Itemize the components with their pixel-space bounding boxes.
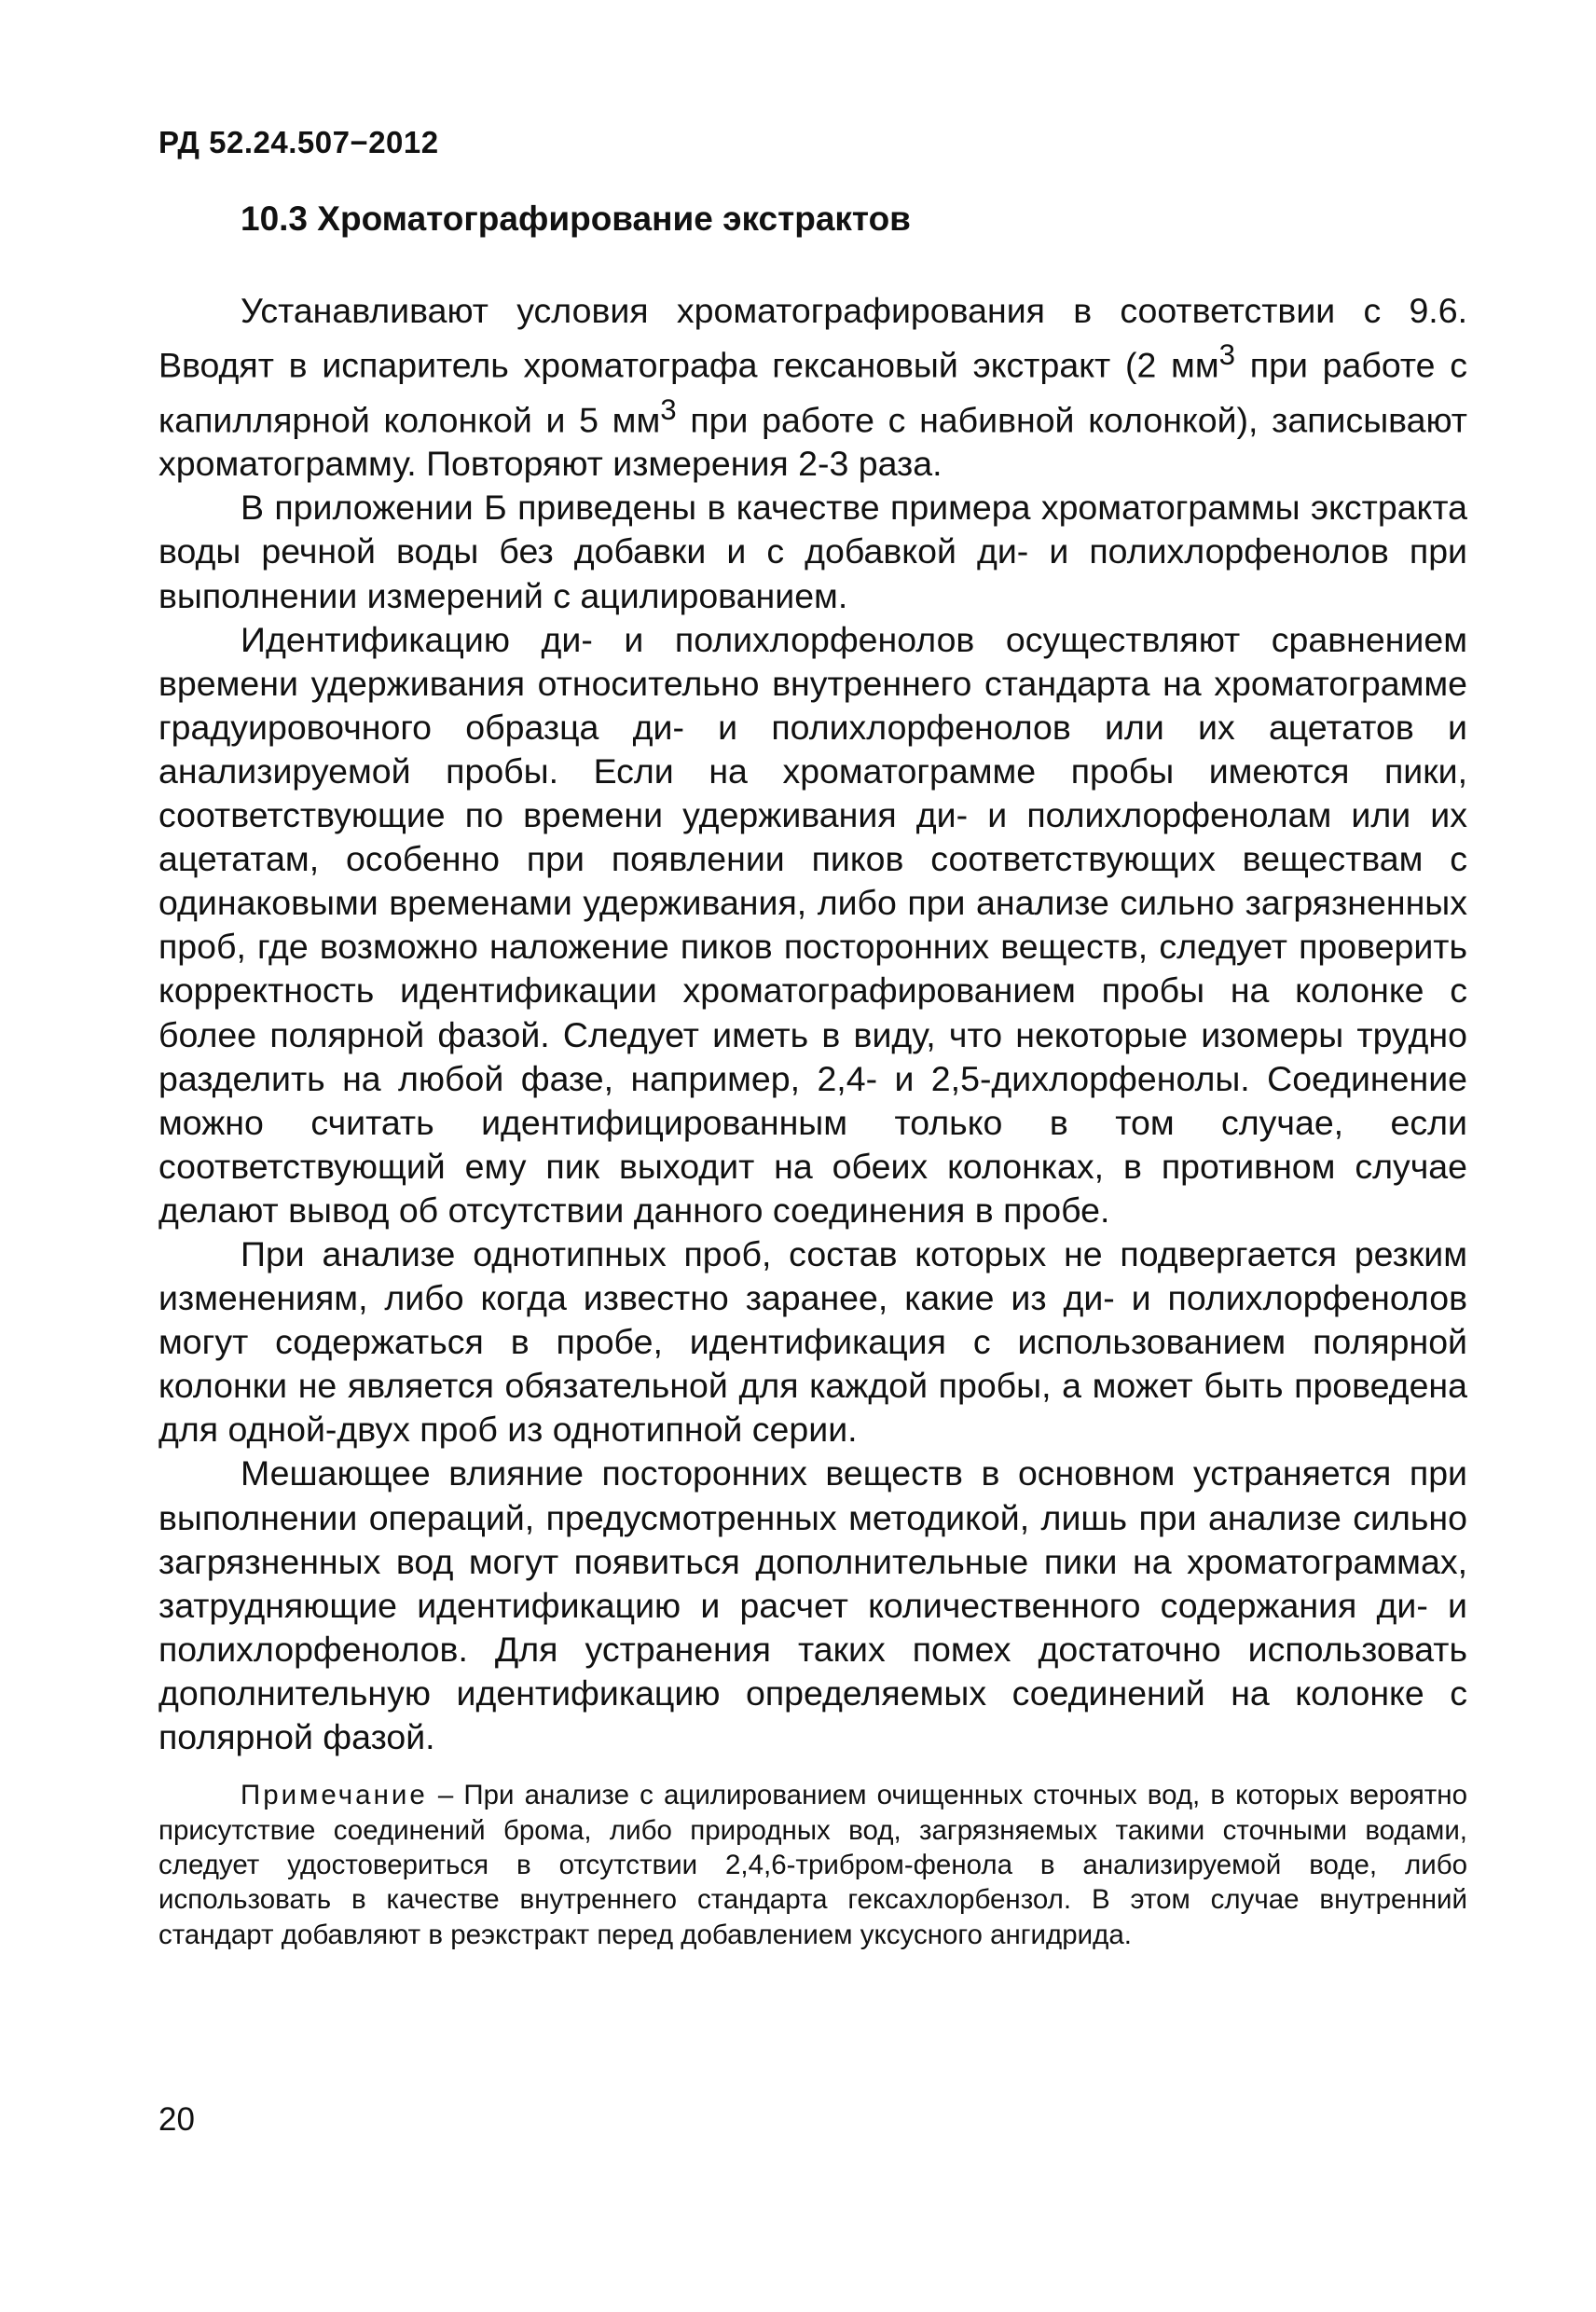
note-label: Примечание — [241, 1780, 428, 1811]
paragraph-conditions-text-a: Устанавливают условия хроматографирования в соответствии с 9.6. Вводят в испаритель хроматографа гексановый экстракт (2 мм — [158, 291, 1467, 385]
page-number: 20 — [158, 2101, 195, 2138]
section-title: 10.3 Хроматографирование экстрактов — [241, 200, 911, 238]
superscript-cubic-2: 3 — [660, 392, 677, 426]
note-text: – При анализе с ацилированием очищенных сточных вод, в которых вероятно присутствие соединений брома, либо природных вод, загрязняемых такими сточными водами, следует удостовериться в отсутствии 2,4,6-трибром-фенола в анализируемой воде, либо использовать в качестве внутреннего стандарта гексахлорбензол. В этом случае внутренний стандарт добавляют в реэкстракт перед добавлением уксусного ангидрида. — [158, 1780, 1467, 1950]
paragraph-interference: Мешающее влияние посторонних веществ в основном устраняется при выполнении операций, предусмотренных методикой, лишь при анализе сильно загрязненных вод могут появиться дополнительные пики на хроматограммах, затрудняющие идентификацию и расчет количественного содержания ди- и полихлорфенолов. Для устранения таких помех достаточно использовать дополнительную идентификацию определяемых соединений на колонке с полярной фазой. — [158, 1453, 1467, 1756]
paragraph-conditions-text-c: при работе с набивной колонкой), записывают хроматограмму. Повторяют измерения 2-3 раза. — [158, 400, 1467, 484]
body-text — [158, 289, 1467, 1952]
superscript-cubic-1: 3 — [1218, 338, 1236, 372]
note — [158, 1778, 1467, 1952]
paragraph-identification: Идентификацию ди- и полихлорфенолов осуществляют сравнением времени удерживания относительно внутреннего стандарта на хроматограмме градуировочного образца ди- и полихлорфенолов или их ацетатов и анализируемой пробы. Если на хроматограмме пробы имеются пики, соответствующие по времени удерживания ди- и полихлорфенолам или их ацетатам, особенно при появлении пиков соответствующих веществам с одинаковыми временами удерживания, либо при анализе сильно загрязненных проб, где возможно наложение пиков посторонних веществ, следует проверить корректность идентификации хроматографированием пробы на колонке с более полярной фазой. Следует иметь в виду, что некоторые изомеры трудно разделить на любой фазе, например, 2,4- и 2,5-дихлорфенолы. Соединение можно считать идентифицированным только в том случае, если соответствующий ему пик выходит на обеих колонках, в противном случае делают вывод об отсутствии данного соединения в пробе. — [158, 619, 1467, 1230]
paragraph-uniform-samples: При анализе однотипных проб, состав которых не подвергается резким изменениям, либо когда известно заранее, какие из ди- и полихлорфенолов могут содержаться в пробе, идентификация с использованием полярной колонки не является обязательной для каждой пробы, а может быть проведена для одной-двух проб из однотипной серии. — [158, 1233, 1467, 1450]
paragraph-conditions-text-b: при работе с капиллярной колонкой и 5 мм — [158, 345, 1467, 440]
paragraph-conditions — [158, 289, 1467, 486]
document-code: РД 52.24.507−2012 — [158, 125, 439, 159]
paragraph-appendix-reference: В приложении Б приведены в качестве примера хроматограммы экстракта воды речной воды без добавки и с добавкой ди- и полихлорфенолов при выполнении измерений с ацилированием. — [158, 488, 1467, 615]
